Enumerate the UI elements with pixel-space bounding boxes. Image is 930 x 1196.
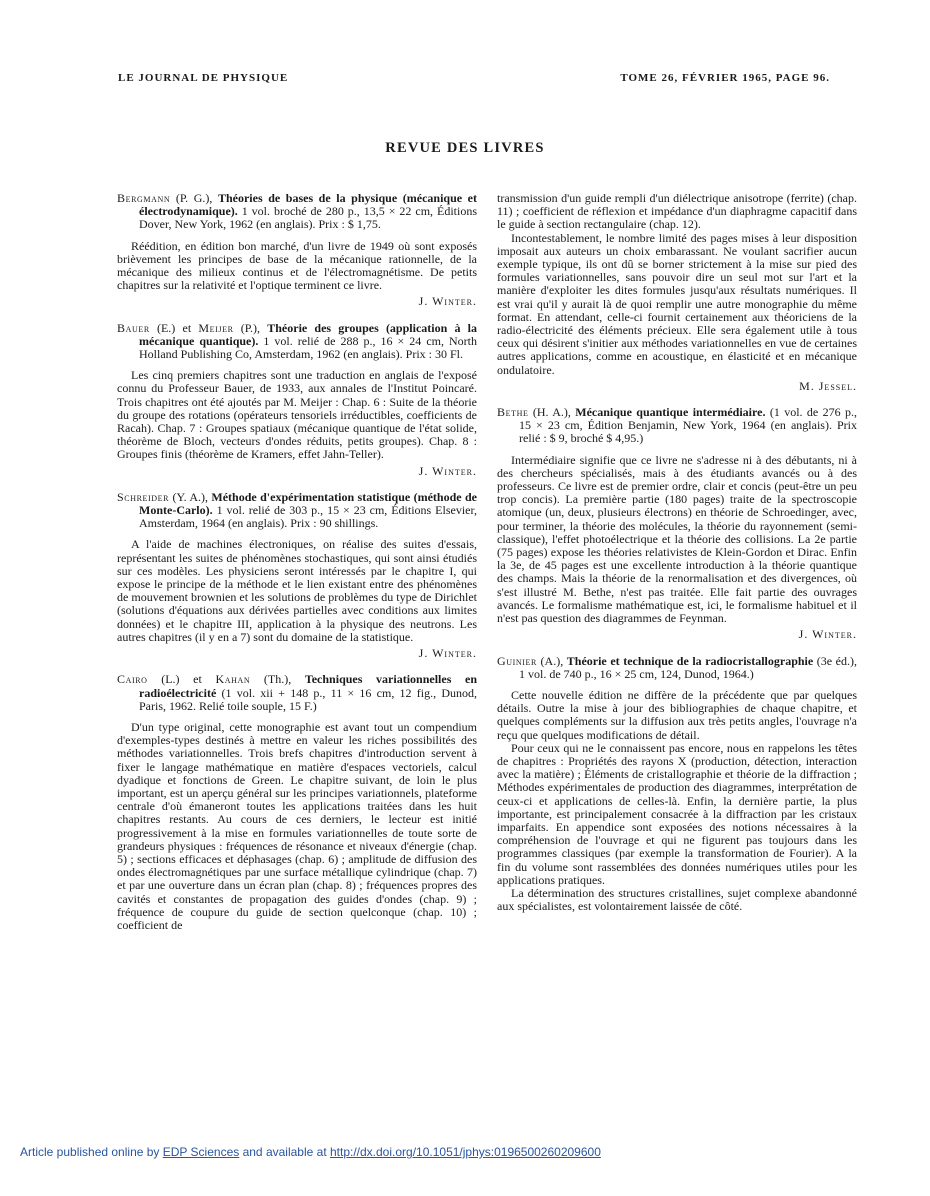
review-paragraph: Intermédiaire signifie que ce livre ne s'adresse ni à des débutants, ni à des chercheurs spécialisés, mais à des étudiants avancés ou à des professeurs. Ce livre est de premier ordre, clair et concis (peut-être un peu trop concis). La première partie (180 pages) traite de la spectroscopie atomique (un, deux, plusieurs électrons) en théorie de Schroedinger, avec, pour terminer, la théorie des molécules, la théorie du rayonnement (semi-classique), l'effet photoélectrique et la théorie des collisions. La 2e partie (75 pages) expose les théories relativistes de Klein-Gordon et Dirac. Enfin la 3e, de 45 pages est une excellente introduction à la théorie quantique des champs. Mais la théorie de la renormalisation et des divergences, où s'est illustré M. Bethe, n'est pas traitée. Elle fait partie des ouvrages avancés. Le formalisme mathématique est, ici, le formalisme habituel et il n'est pas question des diagrammes de Feynman. [497,452,857,626]
footer-prefix: Article published online by [20,1145,163,1159]
review-schreider [117,491,477,660]
footer-middle: and available at [239,1145,330,1159]
author-name: Guinier [497,653,537,668]
reviewer-signature: J. Winter. [418,294,477,309]
review-bergmann [117,192,477,309]
book-title: Techniques variationnelles en radioélectricité [139,672,477,700]
review-guinier [497,655,857,914]
review-paragraph: A l'aide de machines électroniques, on réalise des suites d'essais, représentant les suites de phénomènes stochastiques, qui sont ainsi étudiés sur ces modèles. Les physiciens seront intéressés par le chapitre I, qui expose le principe de la méthode et le lien existant entre des phénomènes de mouvement brownien et les solutions de problèmes du type de Dirichlet (solutions d'équations aux dérivées partielles avec conditions aux limites données) et le chapitre III, application à la physique des neutrons. Les autres chapitres (il y en a 7) sont du domaine de la statistique. [117,537,477,644]
book-title: Théorie et technique de la radiocristallographie [566,653,814,668]
review-bauer-meijer [117,322,477,478]
journal-name: LE JOURNAL DE PHYSIQUE [118,72,289,84]
reviewer-signature: J. Winter. [798,627,857,642]
book-details: 1 vol. relié de 288 p., 16 × 24 cm, North Holland Publishing Co, Amsterdam, 1962 (en anglais). Prix : 30 Fl. [139,333,477,362]
doi-link[interactable]: http://dx.doi.org/10.1051/jphys:0196500260209600 [329,1145,601,1159]
book-reference [117,322,477,362]
left-column [117,192,477,945]
reviewer-signature: M. Jessel. [799,378,857,393]
review-bethe [497,406,857,641]
author-name-2: Kahan [215,672,251,687]
book-reference [117,491,477,531]
review-paragraph: Pour ceux qui ne le connaissent pas encore, nous en rappelons les têtes de chapitres : Propriétés des rayons X (production, détection, interaction avec la matière) ; Éléments de cristallographie et théorie de la diffraction ; Méthodes expérimentales de production des diagrammes, interprétation de ceux-ci et applications de celles-là. Enfin, la dernière partie, la plus importante, est principalement consacrée à la diffraction par les cristaux imparfaits. En appendice sont exposées des notions nécessaires à la compréhension de l'ouvrage et qui ne figurent pas toujours dans les programmes classiques (par exemple la transformation de Fourier). A la fin du volume sont rassemblées des données numériques utiles pour les applications pratiques. [497,740,857,887]
author-initials: (H. A.), [528,405,576,420]
book-title: Théorie des groupes (application à la mécanique quantique). [139,320,478,348]
book-title: Théories de bases de la physique (mécanique et électrodynamique). [139,191,477,219]
author-name: Bethe [497,405,529,420]
author-name: Bergmann [117,191,171,205]
author-name: Schreider [117,489,170,504]
book-reference [117,673,477,713]
review-paragraph: D'un type original, cette monographie est avant tout un compendium d'exemples-types destinés à mettre en valeur les riches possibilités des méthodes variationnelles. Trois brefs chapitres d'introduction servent à fixer le langage mathématique en matière d'espaces vectoriels, calcul dyadique et fonctions de Green. Le chapitre suivant, de loin le plus important, est un aperçu général sur les principes variationnels, plateforme centrale d'où émaneront toutes les applications traitées dans les huit chapitres restants. Au cours de ces derniers, le lecteur est initié progressivement à la mise en formules variationnelles de toute sorte de grandeurs physiques : fréquences de résonance et niveaux d'énergie (chap. 5) ; sections efficaces et déphasages (chap. 6) ; amplitude de diffusion des ondes électromagnétiques par une surface métallique cylindrique (chap. 7) et par une ouverture dans un écran plan (chap. 8) ; fréquences propres des cavités et constantes de propagation des guides d'ondes (chap. 9) ; fréquence de coupure du guide de section quelconque (chap. 10) ; coefficient de [117,719,477,932]
review-paragraph: Cette nouvelle édition ne diffère de la précédente que par quelques détails. Outre la mise à jour des bibliographies de chaque chapitre, et quelques compléments sur la diffusion aux très petits angles, l'ouvrage n'a reçu que quelques modifications de détail. [497,687,857,742]
author-initials: (P. G.), [170,191,218,205]
publisher-link[interactable]: EDP Sciences [162,1145,240,1159]
running-head [118,72,830,90]
publication-footer [20,1145,601,1159]
book-details: 1 vol. broché de 280 p., 13,5 × 22 cm, Éditions Dover, New York, 1962 (en anglais). Prix : $ 1,75. [139,204,477,232]
book-details: 1 vol. relié de 303 p., 15 × 23 cm, Éditions Elsevier, Amsterdam, 1964 (en anglais). Prix : 90 shillings. [139,503,477,531]
review-paragraph: Les cinq premiers chapitres sont une traduction en anglais de l'exposé connu du Professeur Bauer, de 1933, aux annales de l'Institut Poincaré. Trois chapitres ont été ajoutés par M. Meijer : Chap. 6 : Suite de la théorie du groupe des rotations (opérateurs tensoriels irréductibles, coefficients de Racah). Chap. 7 : Groupes spatiaux (mécanique quantique de l'état solide, théorème de Bloch, vecteurs d'ondes réduits, petits groupes). Chap. 8 : Groupes finis (théorème de Kramers, effet Jahn-Teller). [117,368,477,462]
right-column [497,192,857,926]
review-paragraph: La détermination des structures cristallines, sujet complexe abandonné aux spécialistes, est volontairement laissée de côté. [497,885,857,914]
book-title: Mécanique quantique intermédiaire. [575,405,766,420]
book-reference [117,192,477,232]
author-initials-2: (P.), [233,320,268,335]
review-cairo-kahan [117,673,477,932]
review-cairo-kahan-continued [497,192,857,393]
reviewer-signature: J. Winter. [418,646,477,661]
author-initials-2: (Th.), [250,672,305,687]
issue-info: TOME 26, FÉVRIER 1965, PAGE 96. [620,72,830,84]
review-paragraph: Incontestablement, le nombre limité des pages mises à leur disposition imposait aux auteurs un choix embarassant. Ne voulant sacrifier aucun exemple typique, ils ont dû se borner strictement à la mise sur pied des formules variationnelles, sans pouvoir dire un seul mot sur l'art et la manière d'exploiter les dites formules jusqu'aux résultats numériques. Il est vrai qu'il y aurait là de quoi remplir une autre monographie du même format. En attendant, celle-ci fournit certainement aux théoriciens de la radio-électricité des éléments précieux. Elle sera également utile à tous ceux qui désirent s'initier aux méthodes variationnelles en vue de certaines autres applications, comme en acoustique, en élasticité et en mécanique ondulatoire. [497,230,857,377]
author-name: Bauer [117,320,150,335]
author-initials: (L.) et [147,672,216,687]
book-details: (1 vol. xii + 148 p., 11 × 16 cm, 12 fig., Dunod, Paris, 1962. Relié toile souple, 15 F.) [139,685,477,713]
book-details: (1 vol. de 276 p., 15 × 23 cm, Édition Benjamin, New York, 1964 (en anglais). Prix relié : $ 9, broché $ 4,95.) [519,405,857,446]
author-initials: (Y. A.), [169,489,212,504]
book-reference [497,406,857,446]
author-name-2: Meijer [198,320,234,335]
review-paragraph: transmission d'un guide rempli d'un diélectrique anisotrope (ferrite) (chap. 11) ; coefficient de réflexion et impédance d'un diaphragme capacitif dans le guide à section rectangulaire (chap. 12). [497,191,857,232]
author-name: Cairo [117,672,148,687]
review-paragraph: Réédition, en édition bon marché, d'un livre de 1949 où sont exposés brièvement les principes de base de la mécanique rationnelle, de la mécanique des milieux continus et de l'électromagnétisme. De petits chapitres sur la relativité et l'optique terminent ce livre. [117,238,477,293]
section-title: REVUE DES LIVRES [385,140,545,156]
author-initials: (E.) et [149,320,199,335]
book-reference [497,655,857,681]
book-details: (3e éd.), 1 vol. de 740 p., 16 × 25 cm, 124, Dunod, 1964.) [519,653,857,681]
book-title: Méthode d'expérimentation statistique (méthode de Monte-Carlo). [139,489,477,518]
author-initials: (A.), [536,653,567,668]
reviewer-signature: J. Winter. [418,463,477,478]
